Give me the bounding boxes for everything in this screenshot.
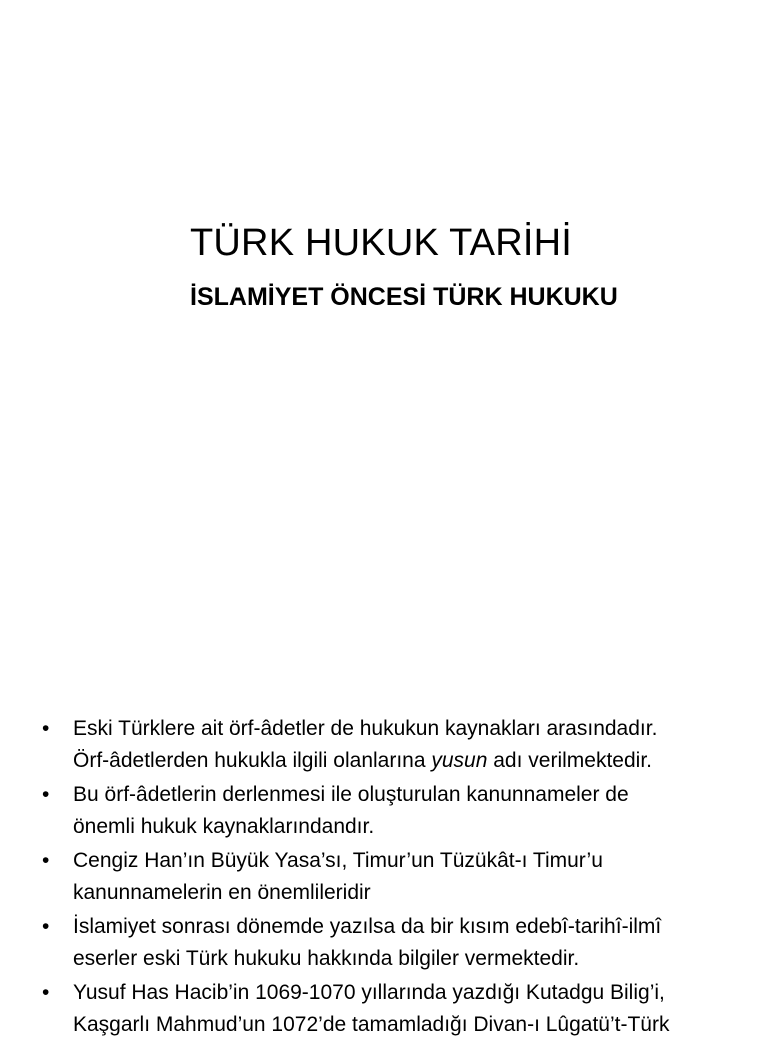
bullet-item	[0, 779, 768, 843]
bullet-text-line	[73, 745, 758, 777]
bullet-text-line: Bu örf-âdetlerin derlenmesi ile oluşturulan kanunnameler de	[73, 783, 629, 806]
bullet-text-line: eserler eski Türk hukuku hakkında bilgiler vermektedir.	[73, 947, 580, 970]
bullet-list	[0, 713, 768, 1043]
bullet-text-line: İslamiyet sonrası dönemde yazılsa da bir kısım edebî-tarihî-ilmî	[73, 915, 662, 938]
slide-title: TÜRK HUKUK TARİHİ	[190, 222, 573, 264]
bullet-item	[0, 911, 768, 975]
bullet-dot-icon: •	[42, 849, 50, 872]
slide-subtitle: İSLAMİYET ÖNCESİ TÜRK HUKUKU	[190, 283, 618, 311]
bullet-text-line: kanunnamelerin en önemlileridir	[73, 881, 371, 904]
bullet-item	[0, 977, 768, 1041]
bullet-item	[0, 713, 768, 777]
bullet-dot-icon: •	[42, 783, 50, 806]
bullet-text-segment: adı verilmektedir.	[487, 749, 652, 772]
bullet-dot-icon: •	[42, 915, 50, 938]
bullet-text-italic: yusun	[431, 749, 488, 772]
bullet-text-line: Yusuf Has Hacib’in 1069-1070 yıllarında yazdığı Kutadgu Bilig’i,	[73, 981, 665, 1004]
bullet-text-segment: Örf-âdetlerden hukukla ilgili olanlarına	[73, 749, 432, 772]
bullet-dot-icon: •	[42, 717, 50, 740]
bullet-dot-icon: •	[42, 981, 50, 1004]
bullet-item	[0, 845, 768, 909]
bullet-text-line: Kaşgarlı Mahmud’un 1072’de tamamladığı Divan-ı Lûgatü’t-Türk	[73, 1013, 670, 1036]
bullet-text-line: Cengiz Han’ın Büyük Yasa’sı, Timur’un Tüzükât-ı Timur’u	[73, 849, 603, 872]
bullet-text-line: önemli hukuk kaynaklarındandır.	[73, 815, 375, 838]
bullet-text-line: Eski Türklere ait örf-âdetler de hukukun kaynakları arasındadır.	[73, 717, 658, 740]
